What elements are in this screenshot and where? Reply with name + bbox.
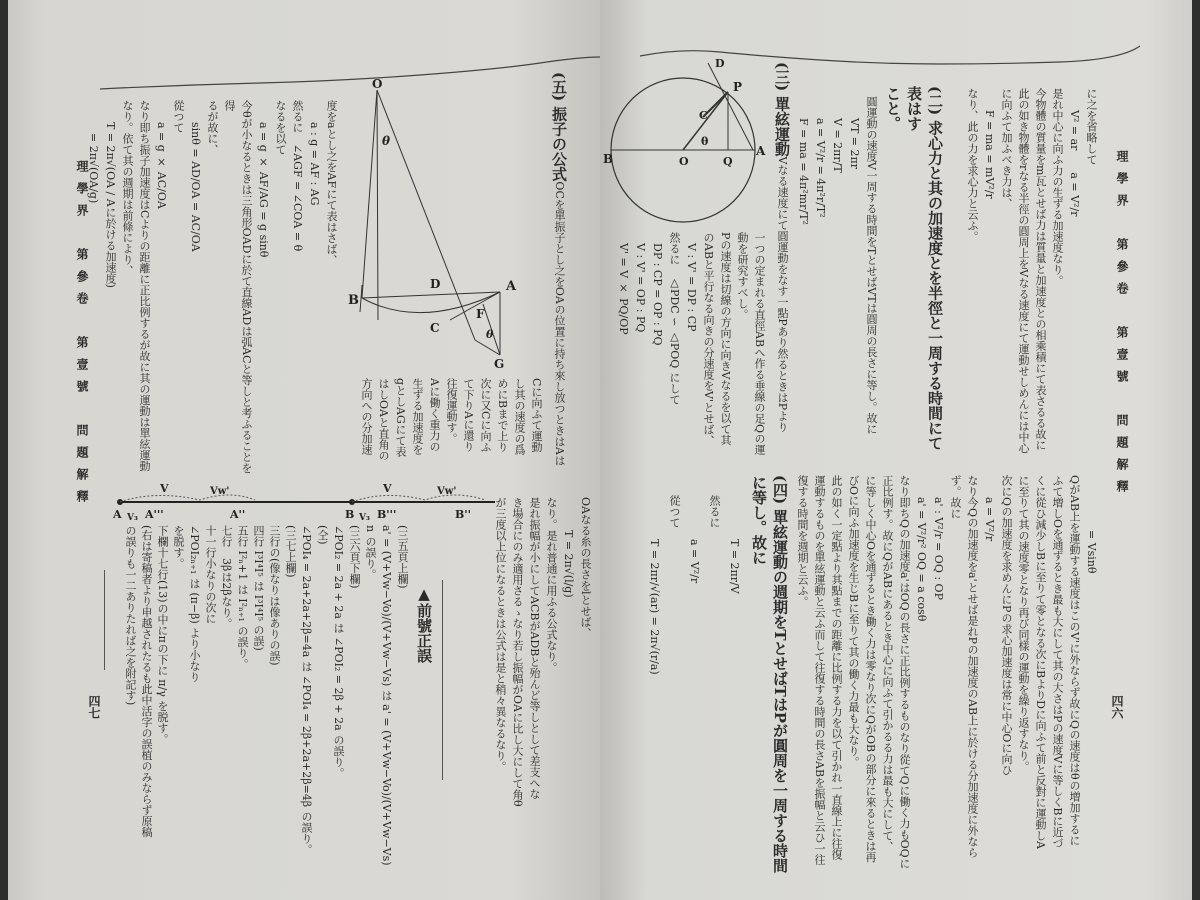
label-theta-2: θ	[486, 328, 494, 341]
label-v: V	[383, 482, 392, 495]
section-4-text	[644, 495, 744, 885]
text-line: るが故に、	[206, 100, 219, 155]
text-line: ∠POI₄ = 2a+2a+2β=4a は ∠POI₄ = 2β+2a+2β=4β の誤り。	[300, 525, 313, 855]
label-vw: Vw'	[210, 486, 230, 497]
text-line: 今物體の質量をm瓦とせば力は質量と加速度との相乘積にて表さるる故に	[1034, 88, 1047, 451]
text-line: ふて増しOを通ずるとき最も大にして其の大さはPの速度Vに等しくBに近づ	[1051, 475, 1064, 849]
text-line: 一つの定まれる直徑ABへ作る垂線の足Qの運	[753, 232, 766, 456]
text-line: が三度以上位になるときは公式は是と稍々異なるなり。	[494, 497, 507, 772]
text-line: 此の如く一定點より其點までの距離に比例する力を以て引かれ一直線上に往復	[830, 475, 843, 860]
text-line: 五行 I²ₙ+1 は I²ₙ₊₁ の誤り。	[236, 525, 249, 670]
text-line: a = V²/r	[983, 475, 996, 542]
text-line: a = g × AC/OA	[155, 100, 168, 209]
left-page-number: 四七	[87, 695, 101, 719]
text-line: ∠POI₂ₙ₊₁ は (π−β) より小なり	[188, 525, 201, 683]
text-line: ず。故に	[949, 475, 962, 519]
label-v3: V₃	[359, 513, 370, 523]
text-line: QがAB上を運動する速度はこのV'に外ならず故にQの速度はθの増加するに	[1068, 475, 1081, 846]
text-line: T = 2πr/V	[728, 495, 741, 594]
label-g: G	[494, 357, 505, 371]
right-upper-text	[964, 88, 1100, 463]
text-line: の誤りも一二ありたれば之を附記す)	[124, 525, 137, 706]
text-line: 方向への分加速	[360, 378, 373, 455]
right-running-header: 理學界 第參卷 第壹號 問題解釋	[1115, 150, 1129, 502]
text-line: き場合にのみ適用さるゝなり若し振幅がOAに比し大にして角θ	[511, 497, 524, 807]
text-line: なり即ちQの加速度a'はOQの長さに正比例するものなり從てQに働く力もOQに	[898, 475, 911, 869]
heading-text: (二) 求心力と其の加速度とを半徑と一周する時間にて表はす	[905, 86, 944, 451]
heading-5-text: OCを單振子とし之をOAの位置に持ち來し放つときはAは	[553, 181, 566, 466]
text-line: 十一行小なりの次に	[204, 525, 217, 624]
text-line: 七行 3βは2βなり。	[220, 525, 233, 629]
text-line: a = g × AF/AG = g sinθ	[257, 100, 270, 258]
text-line: なるを以て	[274, 100, 287, 155]
text-line: なり、此の力を求心力と云ふ。	[966, 88, 979, 242]
pendulum-diagram	[348, 77, 580, 371]
circle-diagram	[603, 55, 768, 225]
label-b: B	[348, 293, 359, 308]
text-line: a' = V²/r² OQ = a cosθ	[915, 475, 928, 622]
section-2-text	[795, 96, 880, 461]
text-line: に之を省略して	[1085, 88, 1098, 165]
pendulum-side-text	[358, 378, 545, 483]
text-line: V = 2πr/T	[831, 96, 844, 173]
text-line: a' = (V+Vw−Vo)/(V+Vw−Vs) は a' = (V+Vw−Vo)/(V+Vw−Vs) n の誤り。	[364, 525, 393, 866]
text-line: 今θが小なるときは三角形OADに於て直線ADは弧ACと等しと考ふることを得	[223, 100, 253, 474]
label-o: O	[372, 77, 383, 91]
text-line: Vなる速度にて圓運動をなす一點Pあり然るときはPより	[776, 156, 789, 433]
section-3-text	[615, 232, 768, 462]
text-line: gとしAGにて表	[394, 378, 407, 457]
text-line: 次にQの加速度を求めんにPの求心加速度は常に中心Oに向ひ	[1000, 475, 1013, 776]
label-c: C	[430, 321, 440, 335]
text-line: なり今Qの加速度をa'とせば是れPの加速度のAB上に於ける分加速度に外なら	[966, 475, 979, 859]
text-line: 次に又Cに向ふ	[479, 378, 492, 453]
text-line: くに從ひ減少しBに至りて零となる次にBよりDに向ふて前と反對に運動しA	[1034, 475, 1047, 849]
text-line: 此の如き物體をrなる半徑の圓周上をVなる速度にて運動せしめんには中心	[1017, 88, 1030, 454]
text-line: F = ma = mV²/r	[983, 88, 996, 199]
text-line: 三行の(像なりは像ありの誤)	[268, 525, 281, 666]
text-line: に等しく中心Oを通ずるとき働く力は零なり次にQがOBの部分に來るときは再	[864, 475, 877, 863]
text-line: sinθ = AD/OA = AC/OA	[189, 100, 202, 252]
text-line: F = ma = 4π²mr/T²	[797, 96, 810, 225]
text-line: に向ふて加ふべき力は、	[1000, 88, 1013, 209]
text-line: 四行 I³I⁴I⁵ は I³I⁴I⁵ の誤)	[252, 525, 265, 651]
label-a3: A'''	[145, 508, 164, 521]
label-p: P	[733, 80, 743, 94]
text-line: 是れ中心に向ふ力の生ずる加速度なり。	[1051, 88, 1064, 286]
text-line: VT = 2πr	[848, 96, 861, 169]
text-line: めにBまで上り	[496, 378, 509, 453]
text-line: 圓運動の速度V一周する時間をTとせばVTは圓周の長さに等し。故に	[865, 96, 878, 435]
label-theta: θ	[382, 134, 391, 148]
text-line: = Vsinθ	[1085, 475, 1098, 574]
label-vw: Vw'	[437, 486, 457, 497]
heading-centripetal-force	[882, 86, 945, 461]
errata-title: ▲前號正誤	[415, 585, 433, 663]
text-line: a = V²/r	[688, 495, 701, 584]
text-line: 度をaとし之をAFにて表はさば、	[325, 100, 338, 266]
left-running-header: 理學界 第參卷 第壹號 問題解釋	[75, 160, 89, 512]
text-line: V : V' = DP : CP	[685, 232, 698, 332]
label-a: A	[506, 279, 517, 294]
text-line: (仝)	[316, 525, 329, 545]
pendulum-lower-text	[492, 497, 594, 877]
text-line: OAなる糸の長さをlとせば、	[579, 497, 592, 639]
text-line: (三六頁下欄)	[348, 525, 361, 589]
heading-text-cont: に等し。故に	[750, 475, 768, 565]
text-line: はしOAと直角の	[377, 378, 390, 461]
label-f: F	[476, 307, 485, 321]
label-a: A	[113, 508, 122, 521]
text-line: 然るに	[708, 495, 721, 528]
text-line: 從つて	[668, 495, 681, 528]
text-line: ∠POI₂ = 2a + 2a は ∠POI₂ = 2β + 2a の誤り。	[332, 525, 345, 779]
wave-line-diagram	[105, 480, 505, 525]
text-line: なり即ち振子加速度はCよりの距離に正比例するが故に其の運動は單絃運動	[138, 100, 151, 472]
heading-simple-harmonic-motion: (三) 單絃運動	[773, 62, 791, 157]
text-line: 從つて	[172, 100, 185, 133]
text-line: V² = ar a = V²/r	[1068, 88, 1081, 217]
text-line: Aに働く重力の	[428, 378, 441, 452]
label-c: C	[699, 109, 708, 122]
text-line: 運動するものを單絃運動と云ふ而して往復する時間の長さABを振幅と云ひ一往	[813, 475, 826, 866]
text-line: V' = V × PQ/OP	[617, 232, 630, 335]
right-page-number: 四六	[1110, 695, 1124, 719]
text-line: T = 2πr/√(ar) = 2π√(r/a)	[648, 495, 661, 675]
text-line: に至りて其の速度零となり再び同樣の運動を繰り返すなり。	[1017, 475, 1030, 772]
label-d: D	[430, 277, 441, 291]
text-line: (三七上欄)	[284, 525, 297, 578]
divider	[104, 570, 105, 670]
heading-simple-harmonic-motion-column	[771, 62, 793, 462]
text-line: 下欄十七行(13)の中にπの下に π/γ を脱す。	[156, 525, 169, 745]
text-line: なり。依て其の週期は前條により、	[121, 100, 134, 276]
label-d: D	[715, 57, 725, 70]
text-line: 是れ振幅が小にしてACBがADBと殆んど等しとして差支へな	[528, 497, 541, 800]
heading-text-cont: こと。	[884, 86, 902, 131]
heading-period	[748, 475, 790, 890]
text-line: (右は寄稿者より申越されたるも此中活字の誤植のみならず原稿	[140, 525, 153, 838]
text-line: 動を研究すべし。	[736, 232, 749, 320]
text-line: V : V' = OP : PQ	[634, 232, 647, 333]
text-line: T = 2π√(l/g)	[562, 497, 575, 598]
text-line: a' : V²/r = OQ : OP	[932, 475, 945, 600]
label-b: B	[603, 152, 614, 166]
text-line: (三五頁上欄)	[396, 525, 409, 589]
text-line: a : g = AF : AG	[308, 100, 321, 206]
text-line: 往復運動す。	[445, 378, 458, 444]
label-v3: V₃	[127, 513, 138, 523]
label-b2: B''	[455, 508, 472, 521]
label-b: B	[345, 508, 355, 521]
label-q: Q	[723, 155, 733, 168]
label-theta: θ	[701, 135, 709, 148]
label-a: A	[756, 144, 766, 158]
text-line: 然るに △PDC ∽ △POQ にして	[668, 232, 681, 405]
label-a2: A''	[230, 508, 246, 521]
text-line: Cに向ふて運動	[530, 378, 543, 453]
divider	[442, 580, 443, 780]
text-line: て下りAに還り	[462, 378, 475, 452]
heading-pendulum-formula: (五) 振子の公式	[550, 72, 568, 182]
heading-text: (四) 單絃運動の週期をTとせばTはPが圓周を一周する時間	[771, 475, 789, 874]
heading-column	[771, 62, 793, 462]
errata-list	[122, 525, 410, 870]
text-line: DP : CP = OP : PQ	[651, 232, 664, 346]
text-line: 復する時間を週期と云ふ。	[796, 475, 809, 607]
right-lower-text	[794, 475, 1100, 890]
pendulum-main-text	[85, 100, 340, 480]
text-line: Pの速度は切線の方向に向きVなるを以て其	[719, 232, 732, 446]
text-line: のABと平行なる向きの分速度をV'とせば、	[702, 232, 715, 446]
text-line: し其の速度の爲	[513, 378, 526, 455]
text-line: T = 2π√(OA / Aに於ける加速度)	[104, 100, 117, 288]
text-line: を脱す。	[172, 525, 185, 569]
text-line: なり。是れ普通に用ふる公式なり。	[545, 497, 558, 673]
text-line: 然るに ∠AGF = ∠COA = θ	[291, 100, 304, 252]
text-line: 正比例す。故にQがABにあるとき中心に向ふて引かるる力は最も大にして、	[881, 475, 894, 853]
text-line: = 2π√(OA/g)	[87, 100, 100, 204]
label-b3: B'''	[377, 508, 397, 521]
label-v: V	[160, 482, 169, 495]
label-o: O	[679, 155, 689, 168]
text-line: びOに向ふ加速度を生じBに至りて其の働く力最も大なり。	[847, 475, 860, 768]
text-line: a = V²/r = 4π²r/T²	[814, 96, 827, 218]
text-line: 生ずる加速度を	[411, 378, 424, 455]
